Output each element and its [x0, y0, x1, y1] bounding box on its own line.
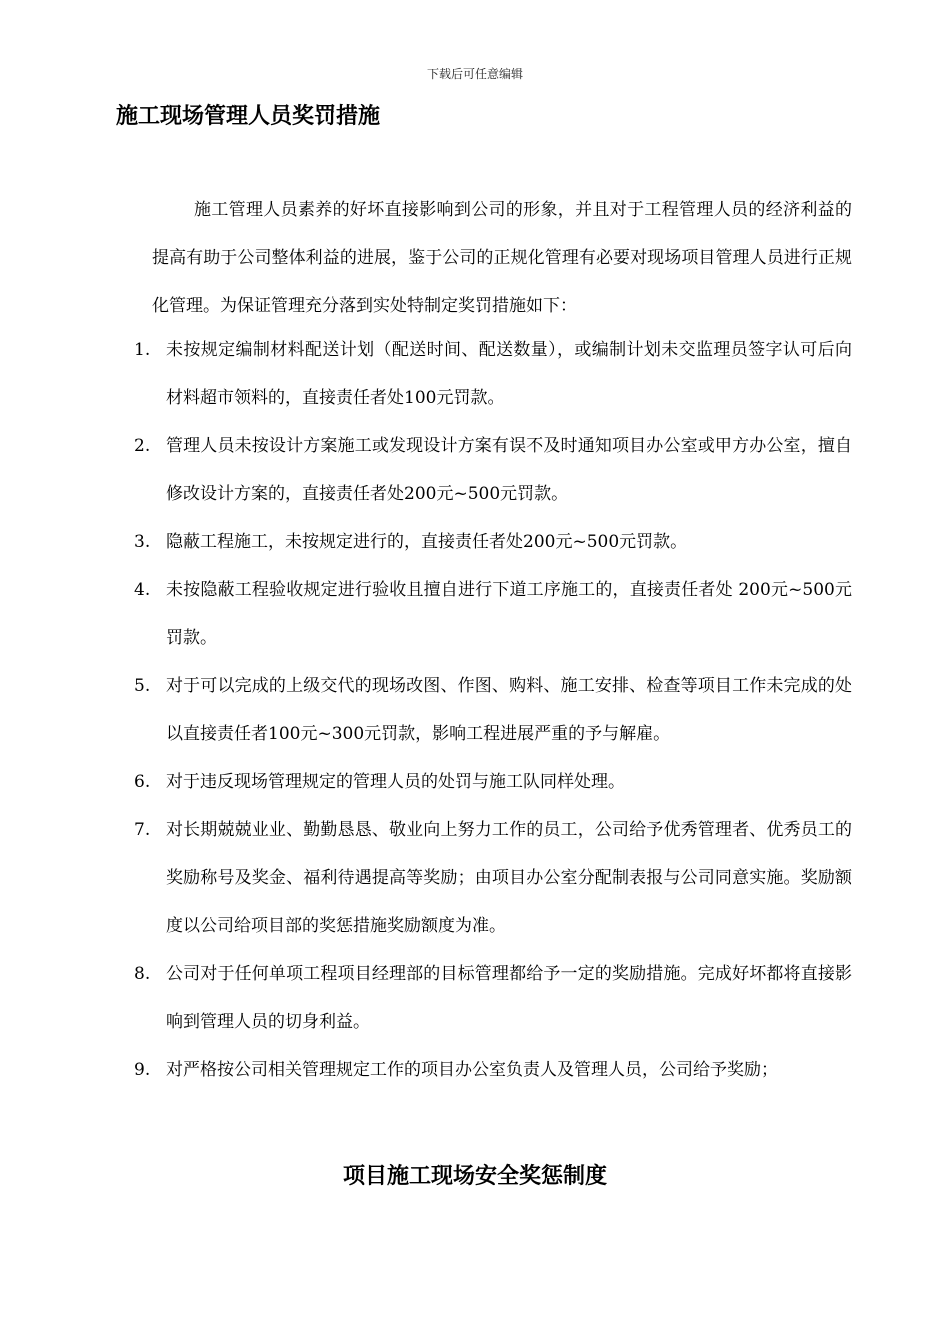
section2-title: 项目施工现场安全奖惩制度 [342, 1164, 607, 1189]
list-item-text: 对于可以完成的上级交代的现场改图、作图、购料、施工安排、检查等项目工作未完成的处以直接责任者100元~300元罚款，影响工程进展严重的予与解雇。 [166, 676, 852, 744]
list-item-text: 未按隐蔽工程验收规定进行验收且擅自进行下道工序施工的，直接责任者处 200元~500元罚款。 [166, 580, 852, 648]
list-item [130, 758, 852, 806]
list-item-number: 4. [134, 580, 151, 600]
list-item [130, 422, 852, 518]
list-item [130, 566, 852, 662]
list-item-number: 3. [134, 532, 151, 552]
measures-list [130, 326, 852, 1094]
list-item [130, 518, 852, 566]
list-item-number: 9. [134, 1060, 151, 1080]
list-item-text: 对严格按公司相关管理规定工作的项目办公室负责人及管理人员，公司给予奖励； [166, 1060, 778, 1080]
list-item-text: 管理人员未按设计方案施工或发现设计方案有误不及时通知项目办公室或甲方办公室，擅自修改设计方案的，直接责任者处200元~500元罚款。 [166, 436, 852, 504]
intro-paragraph: 施工管理人员素养的好坏直接影响到公司的形象，并且对于工程管理人员的经济利益的提高有助于公司整体利益的进展，鉴于公司的正规化管理有必要对现场项目管理人员进行正规化管理。为保证管理充分落到实处特制定奖罚措施如下： [152, 200, 852, 316]
list-item-number: 8. [134, 964, 151, 984]
list-item-text: 未按规定编制材料配送计划（配送时间、配送数量），或编制计划未交监理员签字认可后向材料超市领料的，直接责任者处100元罚款。 [166, 340, 852, 408]
list-item [130, 662, 852, 758]
page-header: 下载后可任意编辑 [426, 67, 523, 81]
list-item-number: 1. [134, 340, 151, 360]
section-title: 施工现场管理人员奖罚措施 [116, 104, 381, 129]
list-item [130, 950, 852, 1046]
list-item-number: 7. [134, 820, 151, 840]
list-item [130, 806, 852, 950]
list-item-text: 对长期兢兢业业、勤勤恳恳、敬业向上努力工作的员工，公司给予优秀管理者、优秀员工的奖励称号及奖金、福利待遇提高等奖励；由项目办公室分配制表报与公司同意实施。奖励额度以公司给项目部的奖惩措施奖励额度为准。 [166, 820, 852, 936]
list-item-text: 隐蔽工程施工，未按规定进行的，直接责任者处200元~500元罚款。 [166, 532, 688, 552]
list-item [130, 1046, 852, 1094]
list-item-number: 5. [134, 676, 151, 696]
list-item-text: 公司对于任何单项工程项目经理部的目标管理都给予一定的奖励措施。完成好坏都将直接影响到管理人员的切身利益。 [166, 964, 852, 1032]
list-item-number: 2. [134, 436, 151, 456]
list-item-number: 6. [134, 772, 151, 792]
list-item [130, 326, 852, 422]
list-item-text: 对于违反现场管理规定的管理人员的处罚与施工队同样处理。 [166, 772, 625, 792]
